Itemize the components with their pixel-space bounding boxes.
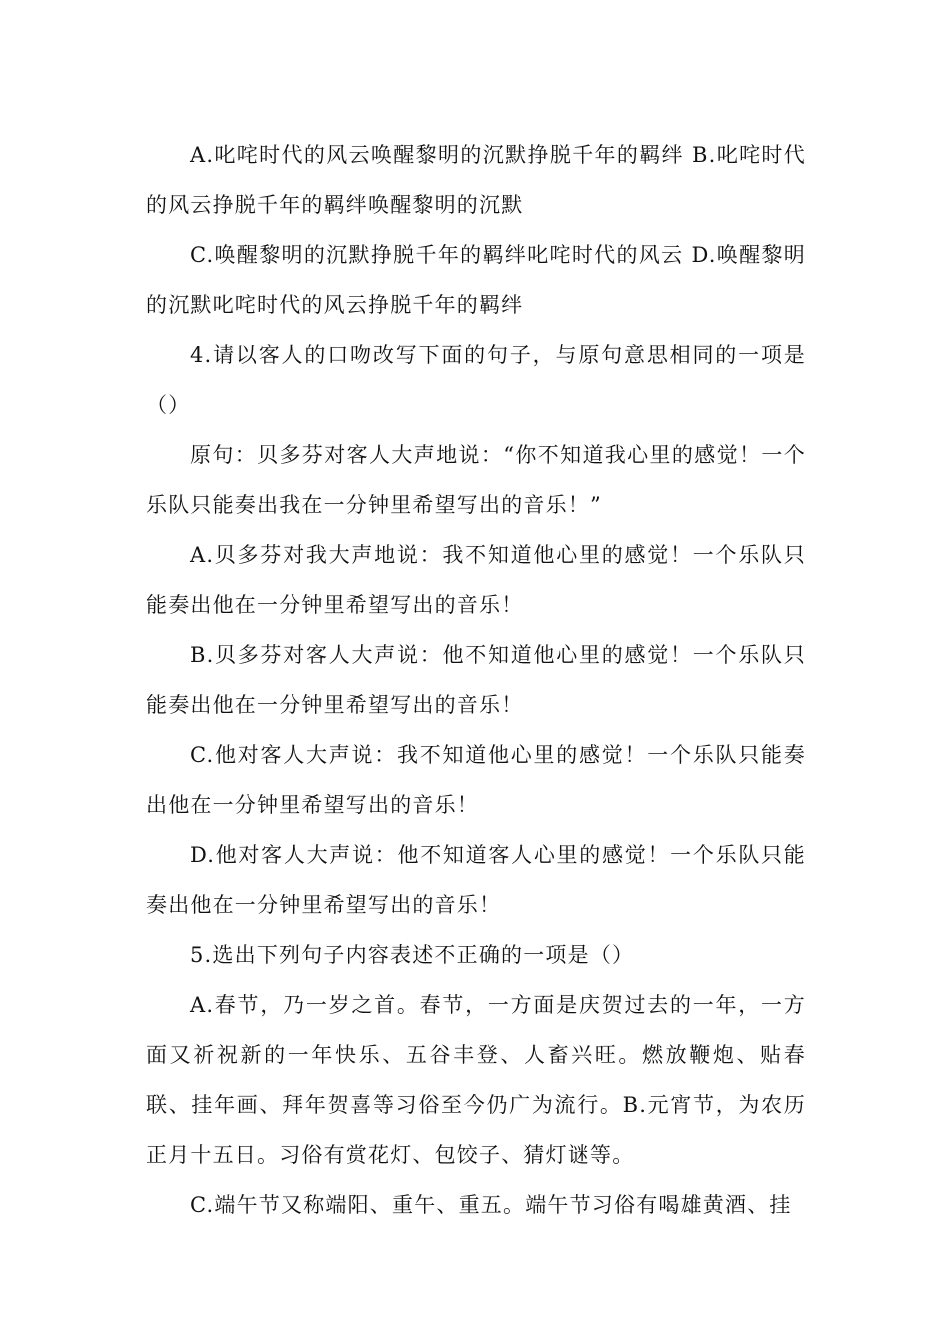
option-cd-line: C.唤醒黎明的沉默挣脱千年的羁绊叱咤时代的风云 D.唤醒黎明的沉默叱咤时代的风云挣脱千年的羁绊	[146, 243, 806, 317]
question-4-option-d: D.他对客人大声说：他不知道客人心里的感觉！一个乐队只能奏出他在一分钟里希望写出的音乐！	[146, 843, 806, 917]
question-4-option-a: A.贝多芬对我大声地说：我不知道他心里的感觉！一个乐队只能奏出他在一分钟里希望写出的音乐！	[146, 543, 806, 617]
question-5-option-ab: A.春节，乃一岁之首。春节，一方面是庆贺过去的一年，一方面又祈祝新的一年快乐、五谷丰登、人畜兴旺。燃放鞭炮、贴春联、挂年画、拜年贺喜等习俗至今仍广为流行。B.元宵节，为农历正月十五日。习俗有赏花灯、包饺子、猜灯谜等。	[146, 993, 806, 1167]
question-5-option-c: C.端午节又称端阳、重午、重五。端午节习俗有喝雄黄酒、挂	[190, 1193, 792, 1217]
question-4-option-b: B.贝多芬对客人大声说：他不知道他心里的感觉！一个乐队只能奏出他在一分钟里希望写出的音乐！	[146, 643, 806, 717]
question-4-stem: 4.请以客人的口吻改写下面的句子，与原句意思相同的一项是（）	[146, 343, 806, 417]
option-ab-line: A.叱咤时代的风云唤醒黎明的沉默挣脱千年的羁绊 B.叱咤时代的风云挣脱千年的羁绊唤醒黎明的沉默	[146, 143, 806, 217]
question-4-original-sentence: 原句：贝多芬对客人大声地说：“你不知道我心里的感觉！一个乐队只能奏出我在一分钟里希望写出的音乐！”	[146, 443, 806, 517]
document-body	[146, 130, 806, 1230]
question-4-option-c: C.他对客人大声说：我不知道他心里的感觉！一个乐队只能奏出他在一分钟里希望写出的音乐！	[146, 743, 806, 817]
question-5-stem: 5.选出下列句子内容表述不正确的一项是（）	[190, 943, 635, 967]
